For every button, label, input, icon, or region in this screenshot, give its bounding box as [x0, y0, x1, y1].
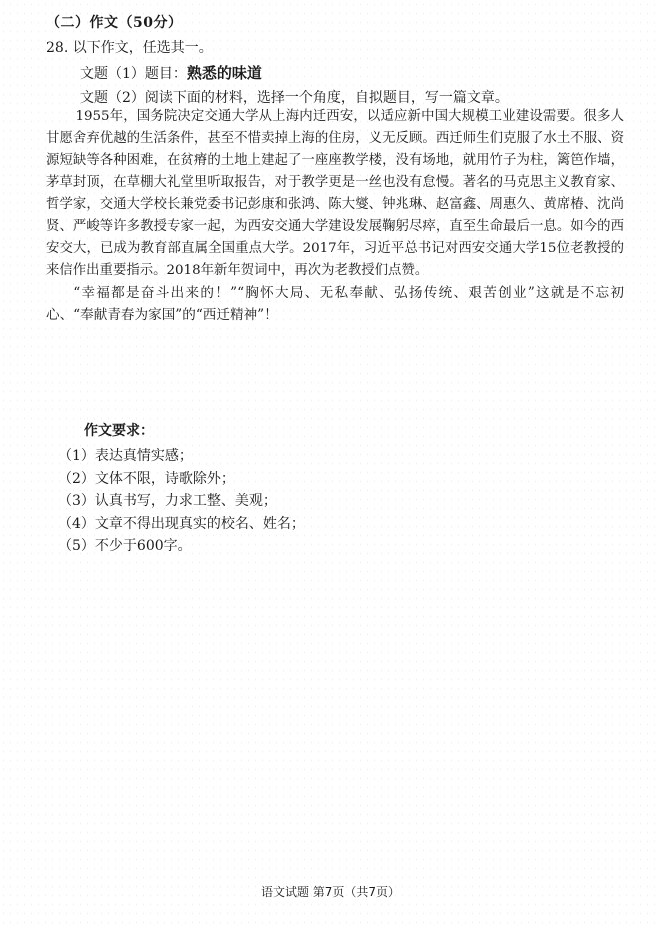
requirement-item: （2）文体不限，诗歌除外； — [58, 470, 235, 487]
requirement-item: （4）文章不得出现真实的校名、姓名； — [58, 515, 305, 532]
essay-prompt-2: 文题（2）阅读下面的材料，选择一个角度，自拟题目，写一篇文章。 — [80, 90, 509, 106]
prompt-1-title: 熟悉的味道 — [186, 64, 262, 82]
reading-material — [46, 106, 624, 326]
essay-requirements — [58, 420, 305, 558]
requirements-list — [58, 445, 305, 558]
requirement-item: （3）认真书写，力求工整、美观； — [58, 493, 277, 509]
material-paragraph-2: “幸福都是奋斗出来的！”“胸怀大局、无私奉献、弘扬传统、艰苦创业”这就是不忘初心、“奉献青春为家国”的“西迁精神”！ — [46, 285, 624, 323]
section-heading: （二）作文（50分） — [46, 15, 183, 31]
question-number: 28. 以下作文，任选其一。 — [46, 40, 213, 56]
prompt-1-label: 文题（1）题目： — [80, 66, 187, 82]
page-footer: 语文试题 第7页（共7页） — [260, 885, 401, 899]
requirements-title: 作文要求： — [84, 423, 154, 439]
requirement-item: （5）不少于600字。 — [58, 538, 192, 554]
material-paragraph-1: 1955年，国务院决定交通大学从上海内迁西安，以适应新中国大规模工业建设需要。很多人甘愿舍弃优越的生活条件，甚至不惜卖掉上海的住房，义无反顾。西迁师生们克服了水土不服、资源短缺等各种困难，在贫瘠的土地上建起了一座座教学楼，没有场地，就用竹子为柱，篱笆作墙，茅草封顶，在草棚大礼堂里听取报告，对于教学更是一丝也没有怠慢。著名的马克思主义教育家、哲学家，交通大学校长兼党委书记彭康和张鸿、陈大燮、钟兆琳、赵富鑫、周惠久、黄席椿、沈尚贤、严峻等许多教授专家一起，为西安交通大学建设发展鞠躬尽瘁，直至生命最后一息。如今的西安交大，已成为教育部直属全国重点大学。2017年，习近平总书记对西安交通大学15位老教授的来信作出重要指示。2018年新年贺词中，再次为老教授们点赞。 — [46, 109, 624, 278]
essay-prompt-1 — [80, 62, 262, 83]
requirement-item: （1）表达真情实感； — [58, 448, 193, 464]
